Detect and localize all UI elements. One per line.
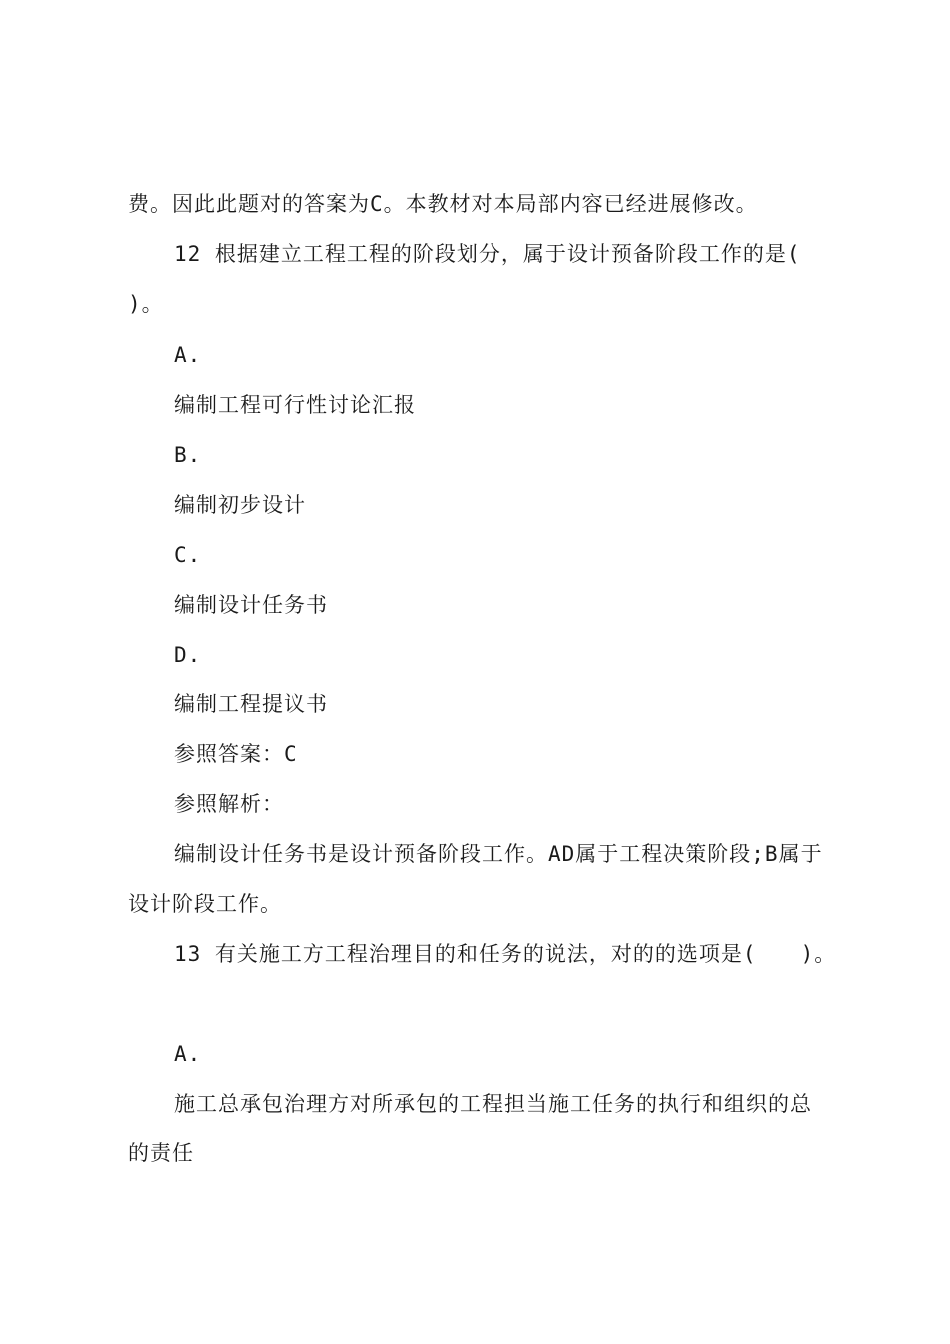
text-line-continuation: 费。因此此题对的答案为C。本教材对本局部内容已经进展修改。 [128, 192, 758, 216]
option-b-label: B. [174, 443, 202, 467]
option-c-text: 编制设计任务书 [174, 593, 328, 617]
option-b-text: 编制初步设计 [174, 493, 306, 517]
option-a-text-end: 的责任 [128, 1141, 194, 1165]
question-13-stem: 13 有关施工方工程治理目的和任务的说法，对的的选项是( )。 [174, 942, 837, 966]
option-a-text: 施工总承包治理方对所承包的工程担当施工任务的执行和组织的总 [174, 1092, 812, 1116]
option-a-text: 编制工程可行性讨论汇报 [174, 393, 416, 417]
reference-analysis-heading: 参照解析： [174, 792, 284, 816]
option-a-label: A. [174, 1042, 202, 1066]
question-12-stem-end: )。 [128, 292, 164, 316]
question-12-stem: 12 根据建立工程工程的阶段划分，属于设计预备阶段工作的是( [174, 242, 801, 266]
option-a-label: A. [174, 343, 202, 367]
analysis-text-end: 设计阶段工作。 [128, 892, 282, 916]
option-c-label: C. [174, 543, 202, 567]
option-d-text: 编制工程提议书 [174, 692, 328, 716]
reference-answer: 参照答案：C [174, 742, 298, 766]
option-d-label: D. [174, 643, 202, 667]
analysis-text: 编制设计任务书是设计预备阶段工作。AD属于工程决策阶段;B属于 [174, 842, 823, 866]
